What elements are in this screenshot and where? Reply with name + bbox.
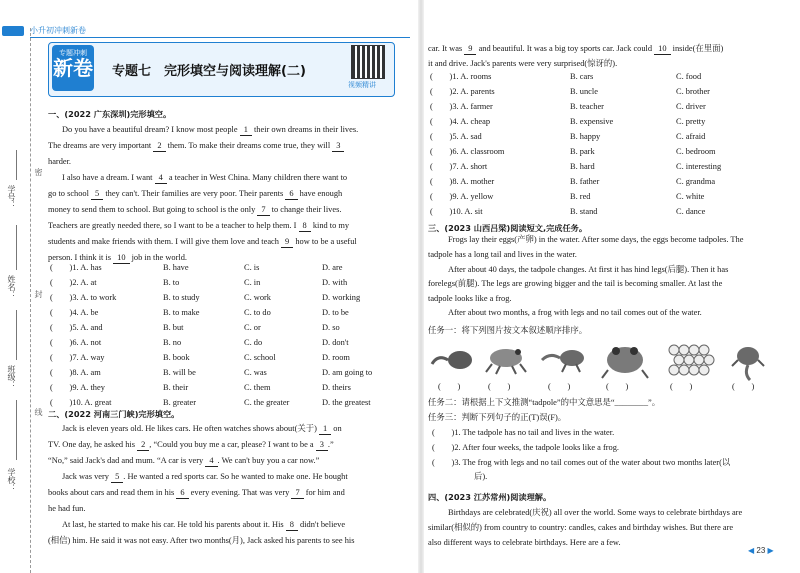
passage-line: Frogs lay their eggs(产卵) in the water. After some days, the eggs become tadpoles. The (448, 235, 744, 244)
passage-line: books about cars and read them in his 6 every evening. That was very 7 for him and (48, 488, 345, 497)
page-title: 专题七 完形填空与阅读理解(二) (112, 64, 306, 79)
field-banji: 班级： (7, 365, 16, 389)
adult-frog-icon (600, 342, 650, 382)
answer-choice[interactable]: C. food (676, 72, 702, 81)
field-xuexiao: 学校： (7, 468, 16, 492)
answer-choice[interactable]: C. dance (676, 207, 706, 216)
answer-choice[interactable]: D. am going to (322, 368, 373, 377)
qr-code[interactable] (351, 45, 385, 79)
order-blank[interactable]: ( ) (438, 382, 461, 391)
passage-line: At last, he started to make his car. He told his parents about it. His 8 didn't believe (62, 520, 346, 529)
question-option-row: ( )2. A. parents (430, 87, 495, 96)
text-run: go to school (48, 189, 89, 198)
section-heading: 二、(2022 河南三门峡)完形填空。 (48, 409, 180, 419)
passage-line (62, 173, 347, 184)
page-number: ◀ 23 ▶ (748, 546, 774, 555)
answer-choice[interactable]: B. hard (570, 162, 595, 171)
passage-line (62, 125, 358, 136)
text-run: they can't. Their families are very poor. Their parents (105, 189, 284, 198)
answer-choice[interactable]: B. expensive (570, 117, 614, 126)
true-false-item[interactable]: ( )2. After four weeks, the tadpole looks like a frog. (432, 443, 619, 452)
answer-choice[interactable]: B. cars (570, 72, 594, 81)
true-false-item: 后). (474, 472, 488, 481)
question-option-row: ( )1. A. has (50, 263, 102, 272)
answer-choice[interactable]: C. grandma (676, 177, 716, 186)
section-heading: 一、(2022 广东深圳)完形填空。 (48, 109, 172, 119)
answer-choice[interactable]: B. to (163, 278, 180, 287)
passage-line (48, 141, 344, 152)
answer-choice[interactable]: C. in (244, 278, 261, 287)
answer-choice[interactable]: C. school (244, 353, 276, 362)
question-option-row: ( )6. A. classroom (430, 147, 505, 156)
answer-blank[interactable]: 5 (91, 189, 103, 200)
text-run: job in the world. (131, 253, 187, 262)
answer-choice[interactable]: B. happy (570, 132, 601, 141)
text-run: their own dreams in their lives. (253, 125, 359, 134)
question-option-row: ( )9. A. they (50, 383, 105, 392)
field-xuehao: 学号： (7, 185, 16, 209)
answer-choice[interactable]: B. to study (163, 293, 200, 302)
text-run: Teachers are greatly needed there, so I want to be a teacher to help them. I (48, 221, 297, 230)
young-frog-icon (728, 342, 768, 382)
question-option-row: ( )4. A. cheap (430, 117, 491, 126)
answer-choice[interactable]: B. to make (163, 308, 200, 317)
text-run: I also have a dream. I want (62, 173, 153, 182)
field-line (16, 150, 17, 180)
answer-choice[interactable]: B. greater (163, 398, 197, 407)
answer-blank[interactable]: 10 (654, 44, 670, 55)
order-blank[interactable]: ( ) (488, 382, 511, 391)
prev-page-icon[interactable]: ◀ (748, 546, 755, 555)
answer-choice[interactable]: B. teacher (570, 102, 604, 111)
answer-blank[interactable]: 10 (113, 253, 129, 264)
order-blank[interactable]: ( ) (732, 382, 755, 391)
answer-blank[interactable]: 1 (240, 125, 252, 136)
answer-choice[interactable]: C. white (676, 192, 705, 201)
answer-blank[interactable]: 9 (281, 237, 293, 248)
field-line (16, 225, 17, 270)
answer-blank[interactable]: 2 (137, 440, 149, 451)
text-run: The dreams are very important (48, 141, 152, 150)
answer-choice[interactable]: D. room (322, 353, 350, 362)
question-option-row: ( )2. A. at (50, 278, 97, 287)
answer-choice[interactable]: C. or (244, 323, 261, 332)
answer-choice[interactable]: D. the greatest (322, 398, 371, 407)
question-option-row: ( )3. A. to work (50, 293, 117, 302)
answer-choice[interactable]: B. uncle (570, 87, 598, 96)
side-mark-xian: 线 (34, 408, 43, 416)
question-option-row: ( )6. A. not (50, 338, 102, 347)
field-line (16, 400, 17, 460)
frog-icon (484, 342, 530, 376)
header-rule (30, 37, 410, 38)
section-heading: 四、(2023 江苏常州)阅读理解。 (428, 492, 552, 502)
task-3: 任务三：判断下列句子的正(T)误(F)。 (428, 413, 567, 422)
passage-line (48, 157, 71, 167)
true-false-item[interactable]: ( )1. The tadpole has no tail and lives in the water. (432, 428, 615, 437)
answer-blank[interactable]: 4 (155, 173, 167, 184)
passage-line: Birthdays are celebrated(庆祝) all over the world. Some ways to celebrate birthdays are (448, 508, 743, 517)
question-option-row: ( )4. A. be (50, 308, 99, 317)
answer-blank[interactable]: 3 (316, 440, 328, 451)
text-run: students and make friends with them. I will give them love and teach (48, 237, 279, 246)
answer-blank[interactable]: 8 (286, 520, 298, 531)
answer-choice[interactable]: B. have (163, 263, 189, 272)
text-run: a teacher in West China. Many children there want to (168, 173, 348, 182)
question-option-row: ( )9. A. yellow (430, 192, 494, 201)
answer-blank[interactable]: 2 (153, 141, 165, 152)
answer-choice[interactable]: C. interesting (676, 162, 722, 171)
badge-top: 专题冲刺 (59, 50, 87, 57)
text-run: how to be a useful (295, 237, 357, 246)
qr-label: 视频精讲 (348, 82, 376, 89)
answer-choice[interactable]: B. stand (570, 207, 598, 216)
answer-choice[interactable]: B. but (163, 323, 184, 332)
side-mark-feng: 封 (34, 290, 43, 298)
passage-line: forelegs(前腿). The legs are growing bigger and the tail is becoming smaller. At last the (428, 279, 723, 288)
answer-choice[interactable]: C. driver (676, 102, 706, 111)
answer-choice[interactable]: C. bedroom (676, 147, 716, 156)
header-tag (2, 26, 24, 36)
answer-choice[interactable]: C. pretty (676, 117, 706, 126)
passage-line (48, 221, 349, 232)
field-xingming: 姓名： (7, 275, 16, 299)
binding-line (30, 28, 31, 573)
frog-eggs-icon (666, 342, 718, 382)
question-option-row: ( )10. A. sit (430, 207, 483, 216)
answer-blank[interactable]: 6 (176, 488, 188, 499)
answer-choice[interactable]: B. their (163, 383, 189, 392)
text-run: harder. (48, 157, 72, 166)
answer-choice[interactable]: D. don't (322, 338, 349, 347)
passage-line: Jack is eleven years old. He likes cars. He often watches shows about(关于) 1 on (62, 424, 342, 433)
answer-blank[interactable]: 6 (285, 189, 297, 200)
order-blank[interactable]: ( ) (670, 382, 693, 391)
question-option-row: ( )1. A. rooms (430, 72, 492, 81)
answer-choice[interactable]: D. working (322, 293, 361, 302)
true-false-item[interactable]: ( )3. The frog with legs and no tail comes out of the water about two months later(以 (432, 458, 731, 467)
answer-blank[interactable]: 1 (319, 424, 331, 435)
task-1: 任务一：将下列图片按文本叙述顺序排序。 (428, 326, 588, 335)
passage-line: (相信) him. He said it was not easy. After two months(月), Jack asked his parents to see his (48, 536, 355, 545)
order-blank[interactable]: ( ) (548, 382, 571, 391)
answer-blank[interactable]: 3 (332, 141, 344, 152)
passage-line: TV. One day, he asked his 2 , “Could you buy me a car, please? I want to be a 3 .” (48, 440, 334, 449)
next-page-icon[interactable]: ▶ (767, 546, 774, 555)
answer-choice[interactable]: B. no (163, 338, 182, 347)
task-2: 任务二：请根据上下文推测“tadpole”的中文意思是“________”。 (428, 398, 661, 407)
side-mark-mi: 密 (34, 168, 43, 176)
answer-choice[interactable]: D. are (322, 263, 343, 272)
question-option-row: ( )7. A. way (50, 353, 105, 362)
badge-big: 新卷 (53, 58, 93, 80)
answer-blank[interactable]: 8 (299, 221, 311, 232)
answer-choice[interactable]: D. theirs (322, 383, 351, 392)
answer-choice[interactable]: D. to be (322, 308, 349, 317)
answer-blank[interactable]: 7 (291, 488, 303, 499)
text-run: Do you have a beautiful dream? I know most people (62, 125, 238, 134)
passage-line: tadpole looks like a frog. (428, 294, 512, 303)
answer-choice[interactable]: B. will be (163, 368, 196, 377)
passage-line: tadpole has a long tail and lives in the water. (428, 250, 577, 259)
question-option-row: ( )3. A. farmer (430, 102, 493, 111)
question-option-row: ( )7. A. short (430, 162, 488, 171)
header-brand: 小升初冲刺新卷 (30, 26, 86, 35)
answer-choice[interactable]: C. afraid (676, 132, 706, 141)
answer-choice[interactable]: B. book (163, 353, 190, 362)
question-option-row: ( )10. A. great (50, 398, 112, 407)
answer-choice[interactable]: D. with (322, 278, 348, 287)
passage-line: “No,” said Jack's dad and mum. “A car is very 4 . We can't buy you a car now.” (48, 456, 320, 465)
section-heading: 三、(2023 山西吕梁)阅读短文,完成任务。 (428, 223, 588, 233)
answer-blank[interactable]: 4 (205, 456, 217, 467)
answer-blank[interactable]: 9 (464, 44, 476, 55)
text-run: money to send them to school. But going to school is the only (48, 205, 256, 214)
answer-choice[interactable]: C. was (244, 368, 267, 377)
question-option-row: ( )5. A. sad (430, 132, 482, 141)
text-run: them. To make their dreams come true, they will (167, 141, 331, 150)
passage-line: he had fun. (48, 504, 86, 513)
text-run: kind to my (312, 221, 350, 230)
passage-line: After about two months, a frog with legs and no tail comes out of the water. (448, 308, 702, 317)
answer-choice[interactable]: C. is (244, 263, 260, 272)
tadpole-with-legs-icon (540, 342, 590, 376)
text-run: to change their lives. (271, 205, 342, 214)
order-blank[interactable]: ( ) (606, 382, 629, 391)
passage-line: car. It was 9 and beautiful. It was a big toy sports car. Jack could 10 inside(在里面) (428, 44, 724, 53)
passage-line: it and drive. Jack's parents were very surprised(惊讶的). (428, 59, 618, 68)
passage-line (48, 205, 341, 216)
answer-choice[interactable]: C. them (244, 383, 271, 392)
answer-choice[interactable]: B. red (570, 192, 591, 201)
tadpole-icon (430, 342, 474, 376)
text-run: person. I think it is (48, 253, 112, 262)
passage-line (48, 237, 357, 248)
answer-blank[interactable]: 7 (257, 205, 269, 216)
question-option-row: ( )5. A. and (50, 323, 103, 332)
answer-choice[interactable]: C. work (244, 293, 271, 302)
question-option-row: ( )8. A. mother (430, 177, 495, 186)
text-run: have enough (299, 189, 343, 198)
answer-blank[interactable]: 5 (111, 472, 123, 483)
passage-line: similar(相似的) from country to country: candles, cakes and birthday wishes. But there are (428, 523, 734, 532)
field-line (16, 310, 17, 360)
passage-line: Jack was very 5 . He wanted a red sports car. So he wanted to make one. He bought (62, 472, 348, 481)
question-option-row: ( )8. A. am (50, 368, 101, 377)
answer-choice[interactable]: C. to do (244, 308, 271, 317)
page-seam (418, 0, 424, 573)
answer-choice[interactable]: C. do (244, 338, 263, 347)
answer-choice[interactable]: B. park (570, 147, 595, 156)
answer-choice[interactable]: C. brother (676, 87, 710, 96)
passage-line (48, 189, 342, 200)
answer-choice[interactable]: C. the greater (244, 398, 290, 407)
badge (52, 45, 94, 91)
passage-line: also different ways to celebrate birthdays. Here are a few. (428, 538, 621, 547)
answer-choice[interactable]: B. father (570, 177, 600, 186)
passage-line: After about 40 days, the tadpole changes. At first it has hind legs(后腿). Then it has (448, 265, 729, 274)
answer-choice[interactable]: D. so (322, 323, 340, 332)
